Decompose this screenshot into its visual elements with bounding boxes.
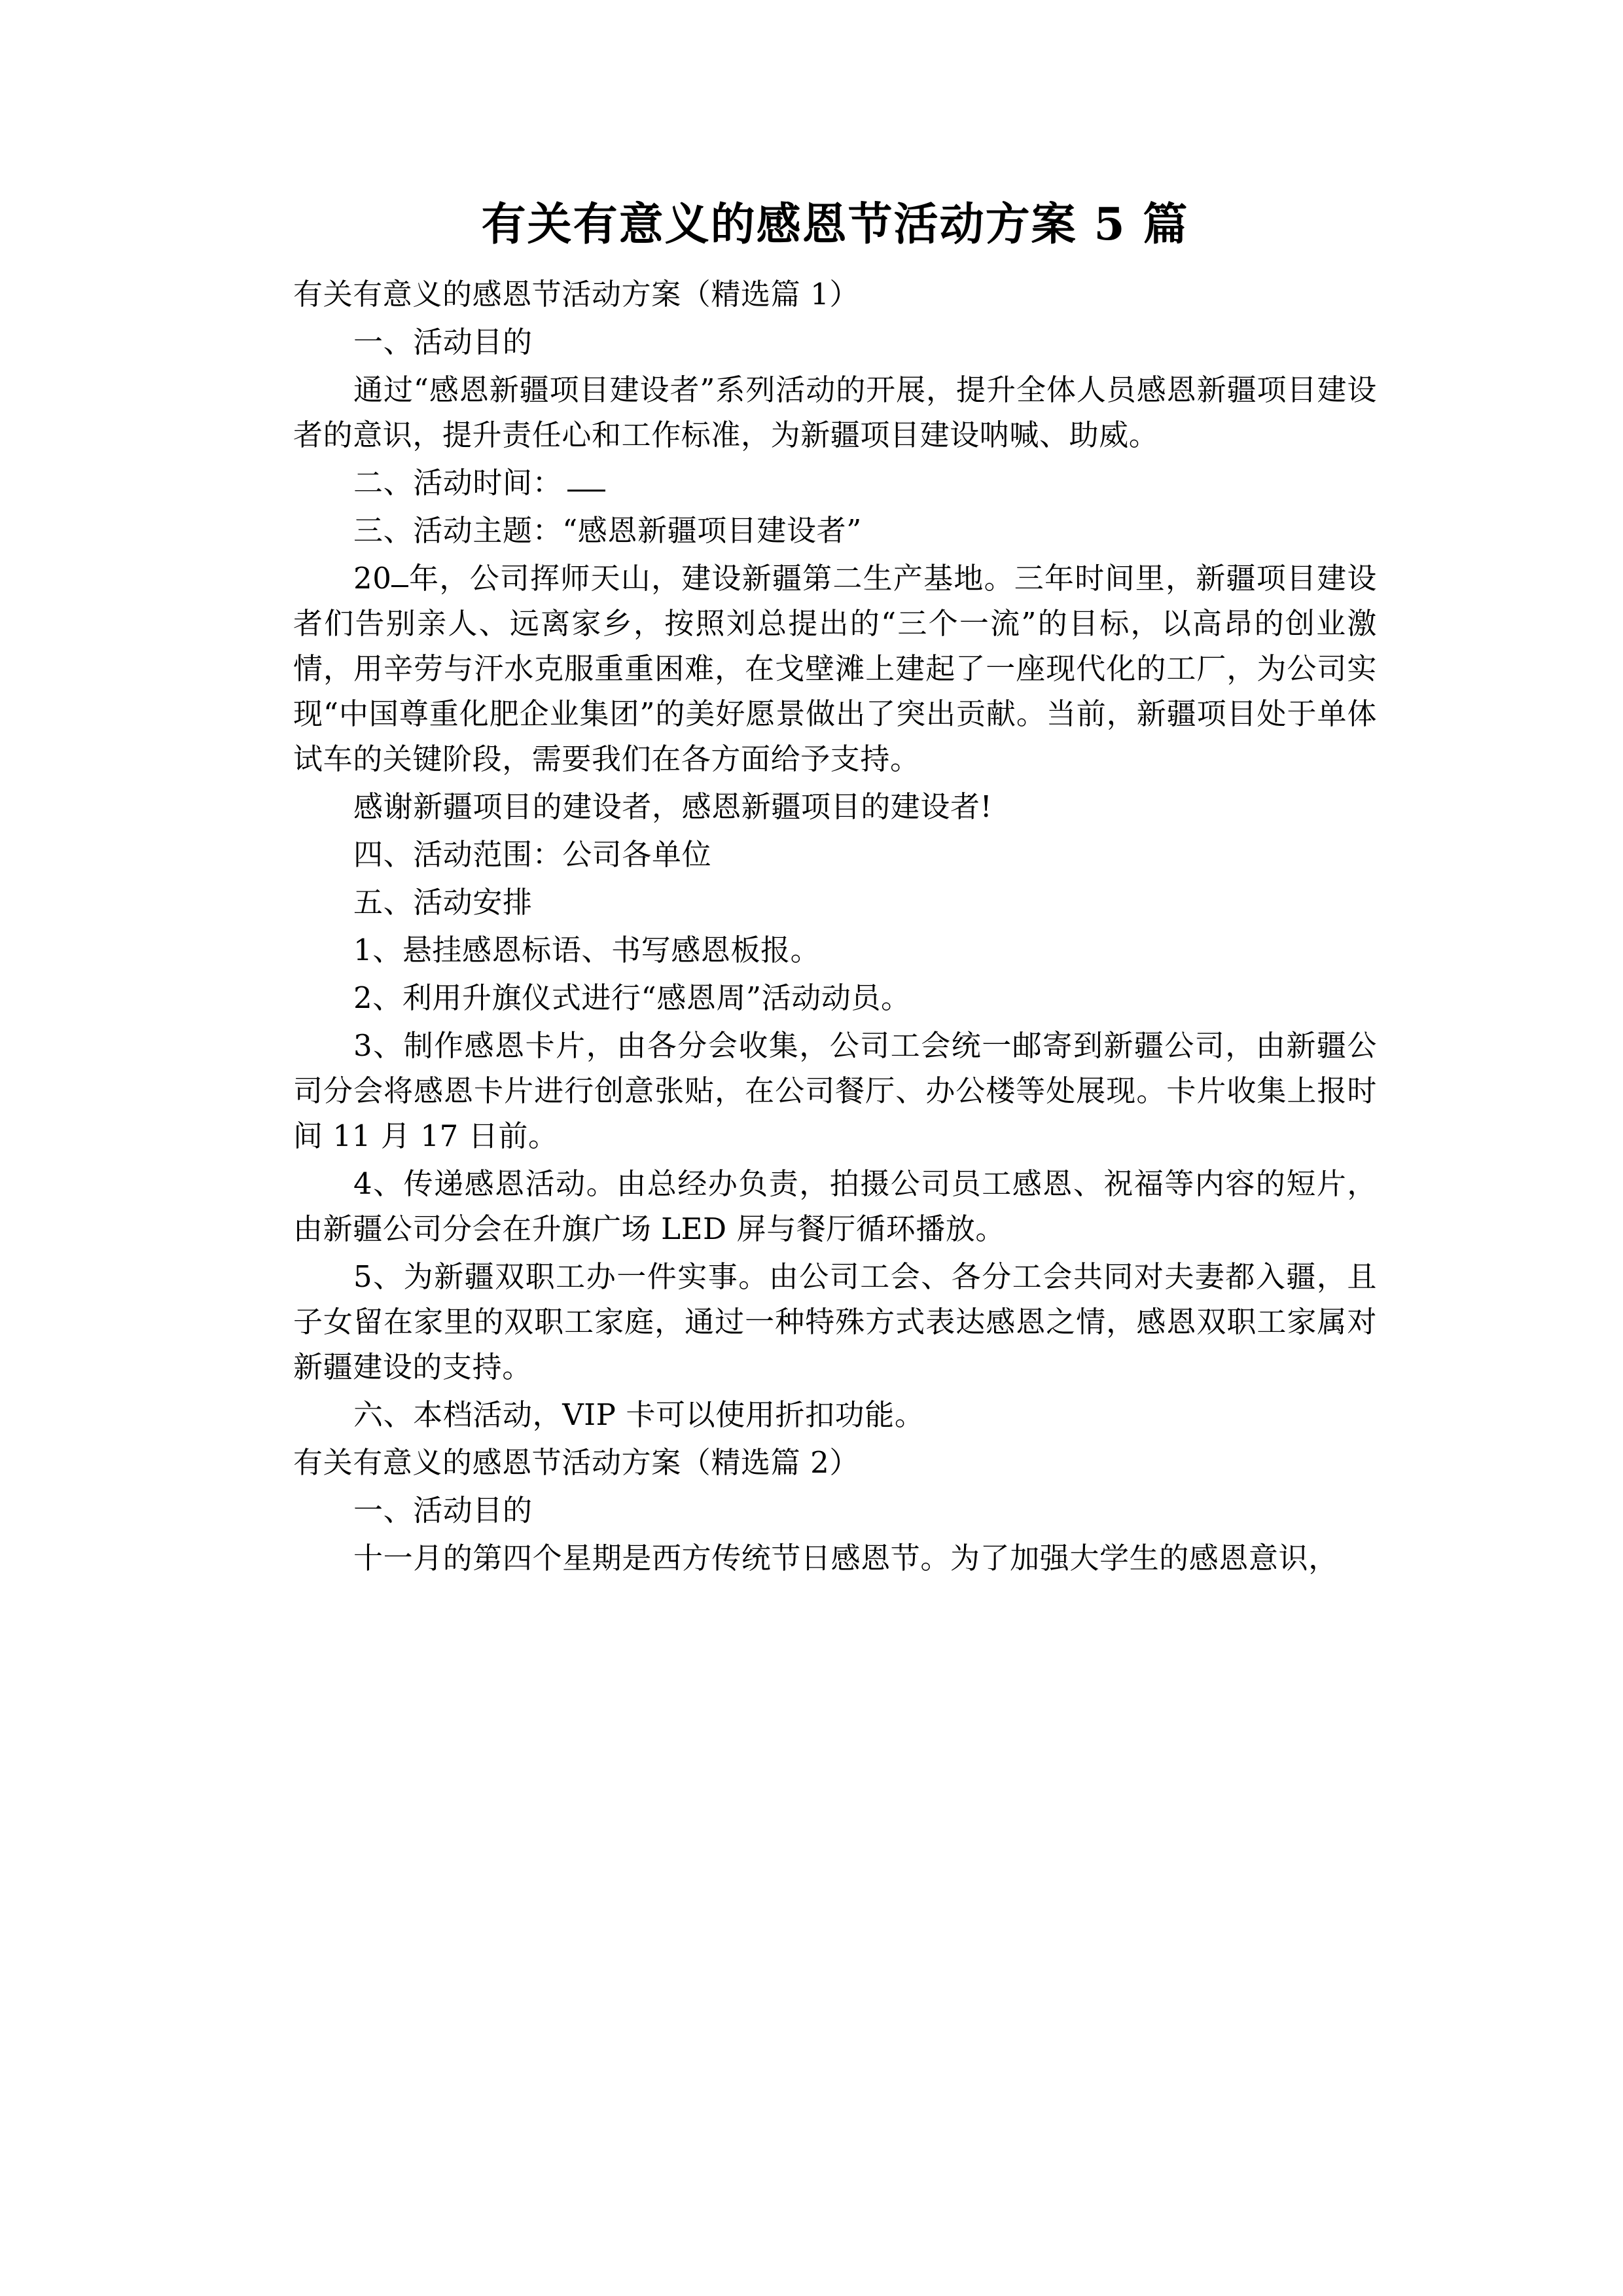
section-item-purpose: 一、活动目的 <box>353 325 533 360</box>
section-heading-2: 有关有意义的感恩节活动方案（精选篇 2） <box>293 1445 859 1480</box>
section-item-time-label: 二、活动时间： <box>353 465 563 501</box>
list-item-3: 3、制作感恩卡片，由各分会收集，公司工会统一邮寄到新疆公司，由新疆公司分会将感恩卡片进行创意张贴，在公司餐厅、办公楼等处展现。卡片收集上报时间 11 月 17 日前。 <box>293 1028 1377 1154</box>
paragraph-history-text: 年，公司挥师天山，建设新疆第二生产基地。三年时间里，新疆项目建设者们告别亲人、远离家乡，按照刘总提出的“三个一流”的目标，以高昂的创业激情，用辛劳与汗水克服重重困难，在戈壁滩上建起了一座现代化的工厂，为公司实现“中国尊重化肥企业集团”的美好愿景做出了突出贡献。当前，新疆项目处于单体试车的关键阶段，需要我们在各方面给予支持。 <box>293 561 1377 777</box>
paragraph-purpose-body: 通过“感恩新疆项目建设者”系列活动的开展，提升全体人员感恩新疆项目建设者的意识，提升责任心和工作标准，为新疆项目建设呐喊、助威。 <box>293 372 1377 453</box>
time-blank-field[interactable] <box>567 490 605 492</box>
section-item-theme: 三、活动主题：“感恩新疆项目建设者” <box>353 513 862 548</box>
list-item-4: 4、传递感恩活动。由总经办负责，拍摄公司员工感恩、祝福等内容的短片，由新疆公司分会在升旗广场 LED 屏与餐厅循环播放。 <box>293 1166 1377 1247</box>
section2-item-purpose: 一、活动目的 <box>353 1493 533 1528</box>
section-item-scope: 四、活动范围：公司各单位 <box>353 837 712 872</box>
section-heading: 有关有意义的感恩节活动方案（精选篇 1） <box>293 277 859 312</box>
list-item-2: 2、利用升旗仪式进行“感恩周”活动动员。 <box>353 980 911 1016</box>
list-item-1: 1、悬挂感恩标语、书写感恩板报。 <box>353 933 821 968</box>
year-blank-field[interactable] <box>391 585 408 587</box>
page-title: 有关有意义的感恩节活动方案 5 篇 <box>481 198 1189 251</box>
paragraph-thanks: 感谢新疆项目的建设者，感恩新疆项目的建设者! <box>353 789 993 825</box>
section-item-time <box>293 460 1377 505</box>
paragraph-history-body <box>293 556 1377 781</box>
section2-paragraph-intro: 十一月的第四个星期是西方传统节日感恩节。为了加强大学生的感恩意识， <box>353 1541 1338 1576</box>
document-content <box>293 196 1377 1583</box>
section-item-arrangement: 五、活动安排 <box>353 885 533 920</box>
year-prefix: 20 <box>353 561 392 596</box>
list-item-5: 5、为新疆双职工办一件实事。由公司工会、各分工会共同对夫妻都入疆，且子女留在家里的双职工家庭，通过一种特殊方式表达感恩之情，感恩双职工家属对新疆建设的支持。 <box>293 1259 1377 1385</box>
section-item-vip: 六、本档活动，VIP 卡可以使用折扣功能。 <box>353 1397 925 1433</box>
